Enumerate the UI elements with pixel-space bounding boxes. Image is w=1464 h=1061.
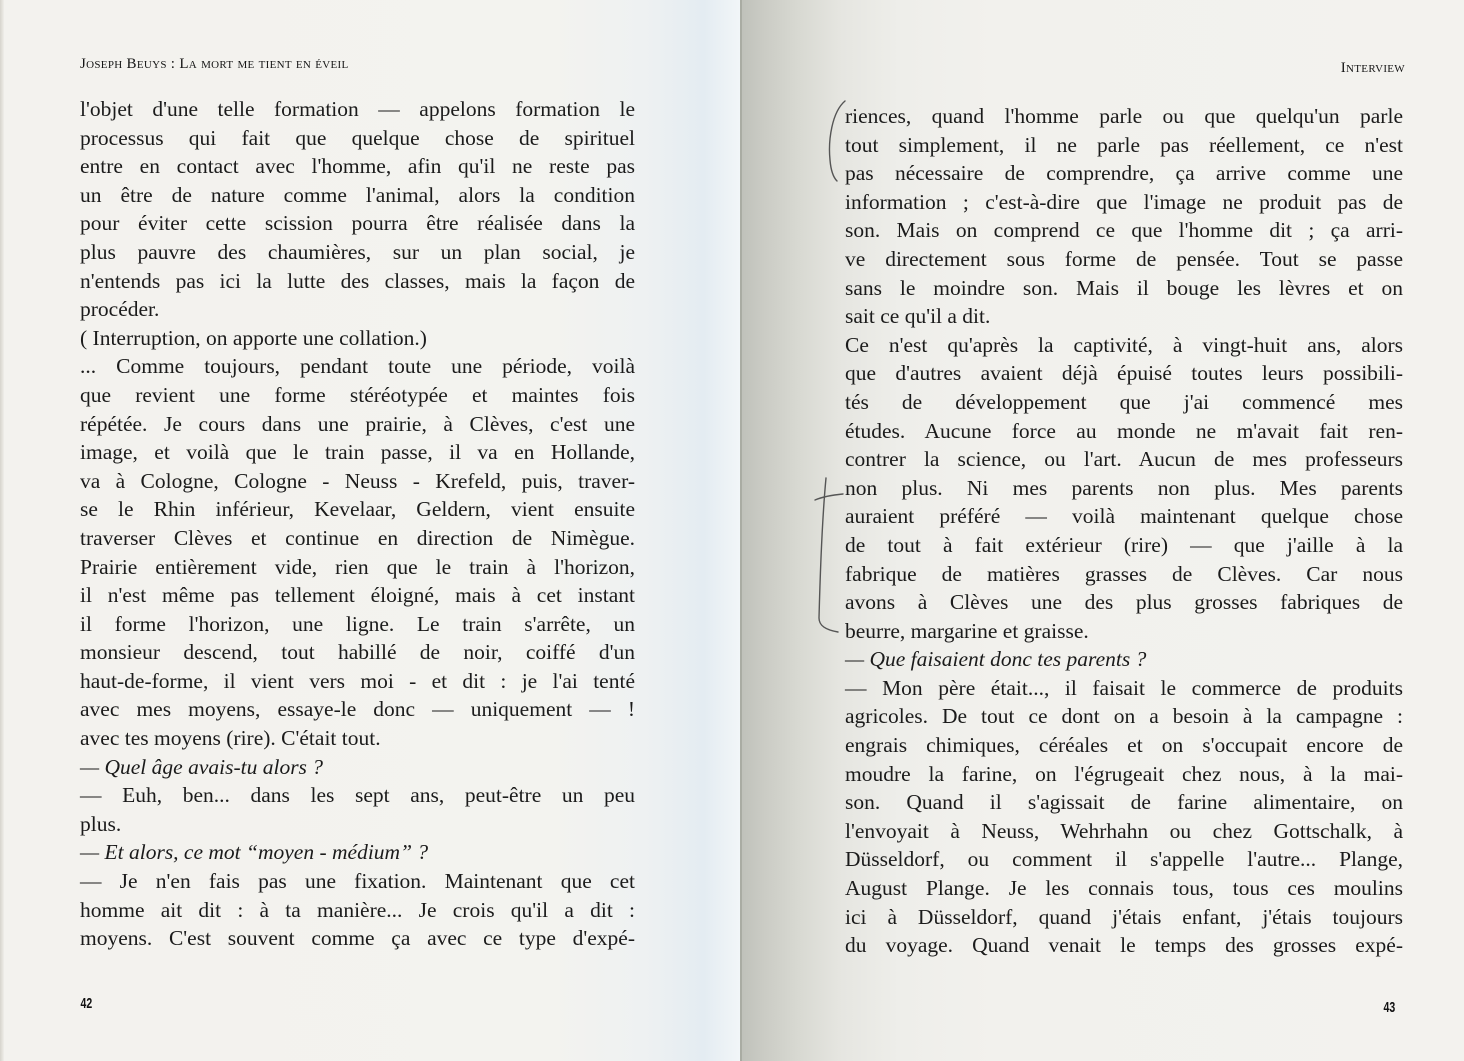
right-page-text-line: Düsseldorf, ou comment il s'appelle l'autre... Plange, (845, 847, 1403, 872)
right-page-text-line: — Mon père était..., il faisait le commerce de produits (845, 675, 1403, 700)
left-page-text-line: plus pauvre des chaumières, sur un plan social, je (80, 239, 635, 264)
left-page-text-line: plus. (80, 811, 122, 836)
left-page-text-line: n'entends pas ici la lutte des classes, mais la façon de (80, 268, 635, 293)
right-page-text-line: sait ce qu'il a dit. (845, 304, 991, 329)
book-gutter (740, 0, 742, 1061)
left-page-text-line: — Quel âge avais-tu alors ? (80, 754, 324, 779)
left-page-text-line: va à Cologne, Cologne - Neuss - Krefeld, puis, traver- (80, 468, 635, 493)
left-page-text-line: avec tes moyens (rire). C'était tout. (80, 726, 381, 751)
right-page-text-line: de tout à fait extérieur (rire) — que j'aille à la (845, 532, 1403, 557)
left-page-text-line: entre en contact avec l'homme, afin qu'il ne reste pas (80, 154, 635, 179)
right-page-text-line: moudre la farine, on l'égrugeait chez nous, à la mai- (845, 761, 1403, 786)
right-page-text-line: études. Aucune force au monde ne m'avait fait ren- (845, 418, 1403, 443)
right-page-text-line: que d'autres avaient déjà épuisé toutes leurs possibili- (845, 361, 1403, 386)
right-page-text-line: beurre, margarine et graisse. (845, 618, 1089, 643)
right-page-text-line: son. Mais on comprend ce que l'homme dit ; ça arri- (845, 218, 1403, 243)
right-page-text-line: tés de développement que j'ai commencé mes (845, 389, 1403, 414)
left-page-text-line: moyens. C'est souvent comme ça avec ce type d'expé- (80, 926, 635, 951)
right-page-text-line: engrais chimiques, céréales et on s'occupait encore de (845, 733, 1403, 758)
running-head-left: Joseph Beuys : La mort me tient en éveil (80, 56, 349, 72)
page-number-right: 43 (1383, 999, 1396, 1016)
left-page-text-line: Prairie entièrement vide, rien que le train à l'horizon, (80, 554, 635, 579)
right-page-text-line: auraient préféré — voilà maintenant quelque chose (845, 504, 1403, 529)
left-page-text-line: homme ait dit : à ta manière... Je crois qu'il a dit : (80, 897, 635, 922)
running-head-right: Interview (1340, 60, 1405, 76)
left-page-text-line: processus qui fait que quelque chose de spirituel (80, 125, 635, 150)
right-page-text-line: information ; c'est-à-dire que l'image ne produit pas de (845, 189, 1403, 214)
right-page-text-line: non plus. Ni mes parents non plus. Mes parents (845, 475, 1403, 500)
right-page-text-line: ve directement sous forme de pensée. Tout se passe (845, 246, 1403, 271)
right-page-text-line: ici à Düsseldorf, quand j'étais enfant, j'étais toujours (845, 904, 1403, 929)
right-page-text-line: agricoles. De tout ce dont on a besoin à la campagne : (845, 704, 1403, 729)
right-page-text-line: fabrique de matières grasses de Clèves. Car nous (845, 561, 1403, 586)
right-page-text-line: l'envoyait à Neuss, Wehrhahn ou chez Gottschalk, à (845, 818, 1403, 843)
left-page-text-line: monsieur descend, tout habillé de noir, coiffé d'un (80, 640, 635, 665)
page-edge (0, 0, 4, 1061)
right-page-text-line: tout simplement, il ne parle pas réellement, ce n'est (845, 132, 1403, 157)
right-page-text-line: — Que faisaient donc tes parents ? (845, 647, 1147, 672)
right-page-text-line: du voyage. Quand venait le temps des grosses expé- (845, 933, 1403, 958)
right-page-text-line: riences, quand l'homme parle ou que quelqu'un parle (845, 104, 1403, 128)
left-page-text-line: se le Rhin inférieur, Kevelaar, Geldern, vient ensuite (80, 497, 635, 522)
right-page-text-line: avons à Clèves une des plus grosses fabriques de (845, 590, 1403, 615)
left-page-body (80, 95, 635, 953)
left-page-text-line: pour éviter cette scission pourra être réalisée dans la (80, 211, 635, 236)
left-page-text-line: ... Comme toujours, pendant toute une période, voilà (80, 354, 635, 379)
left-page-text-line: ( Interruption, on apporte une collation.) (80, 325, 427, 350)
left-page-text-line: haut-de-forme, il vient vers moi - et dit : je l'ai tenté (80, 668, 635, 693)
right-page-body (845, 102, 1403, 960)
left-page-text-line: — Et alors, ce mot “moyen - médium” ? (80, 840, 429, 865)
right-page-text-line: son. Quand il s'agissait de farine alimentaire, on (845, 790, 1403, 815)
page-number-left: 42 (80, 995, 93, 1012)
right-page-text-line: pas nécessaire de comprendre, ça arrive comme une (845, 161, 1403, 186)
right-page-text-line: August Plange. Je les connais tous, tous ces moulins (845, 876, 1403, 901)
left-page-text-line: — Euh, ben... dans les sept ans, peut-être un peu (80, 783, 635, 808)
left-page-text-line: — Je n'en fais pas une fixation. Maintenant que cet (80, 869, 635, 894)
left-page-text-line: répétée. Je cours dans une prairie, à Clèves, c'est une (80, 411, 635, 436)
left-page-text-line: il forme l'horizon, une ligne. Le train s'arrête, un (80, 611, 635, 636)
left-page-text-line: procéder. (80, 297, 160, 322)
right-page-text-line: Ce n'est qu'après la captivité, à vingt-huit ans, alors (845, 332, 1403, 357)
left-page-text-line: que revient une forme stéréotypée et maintes fois (80, 382, 635, 407)
right-page-text-line: contrer la science, ou l'art. Aucun de mes professeurs (845, 447, 1403, 472)
right-page-text-line: sans le moindre son. Mais il bouge les lèvres et on (845, 275, 1403, 300)
left-page-text-line: il n'est même pas tellement éloigné, mais à cet instant (80, 583, 635, 608)
left-page-text-line: image, et voilà que le train passe, il va en Hollande, (80, 440, 635, 465)
left-page-text-line: un être de nature comme l'animal, alors la condition (80, 182, 635, 207)
left-page-text-line: avec mes moyens, essaye-le donc — uniquement — ! (80, 697, 635, 722)
left-page-text-line: l'objet d'une telle formation — appelons formation le (80, 97, 635, 121)
left-page-text-line: traverser Clèves et continue en direction de Nimègue. (80, 525, 635, 550)
